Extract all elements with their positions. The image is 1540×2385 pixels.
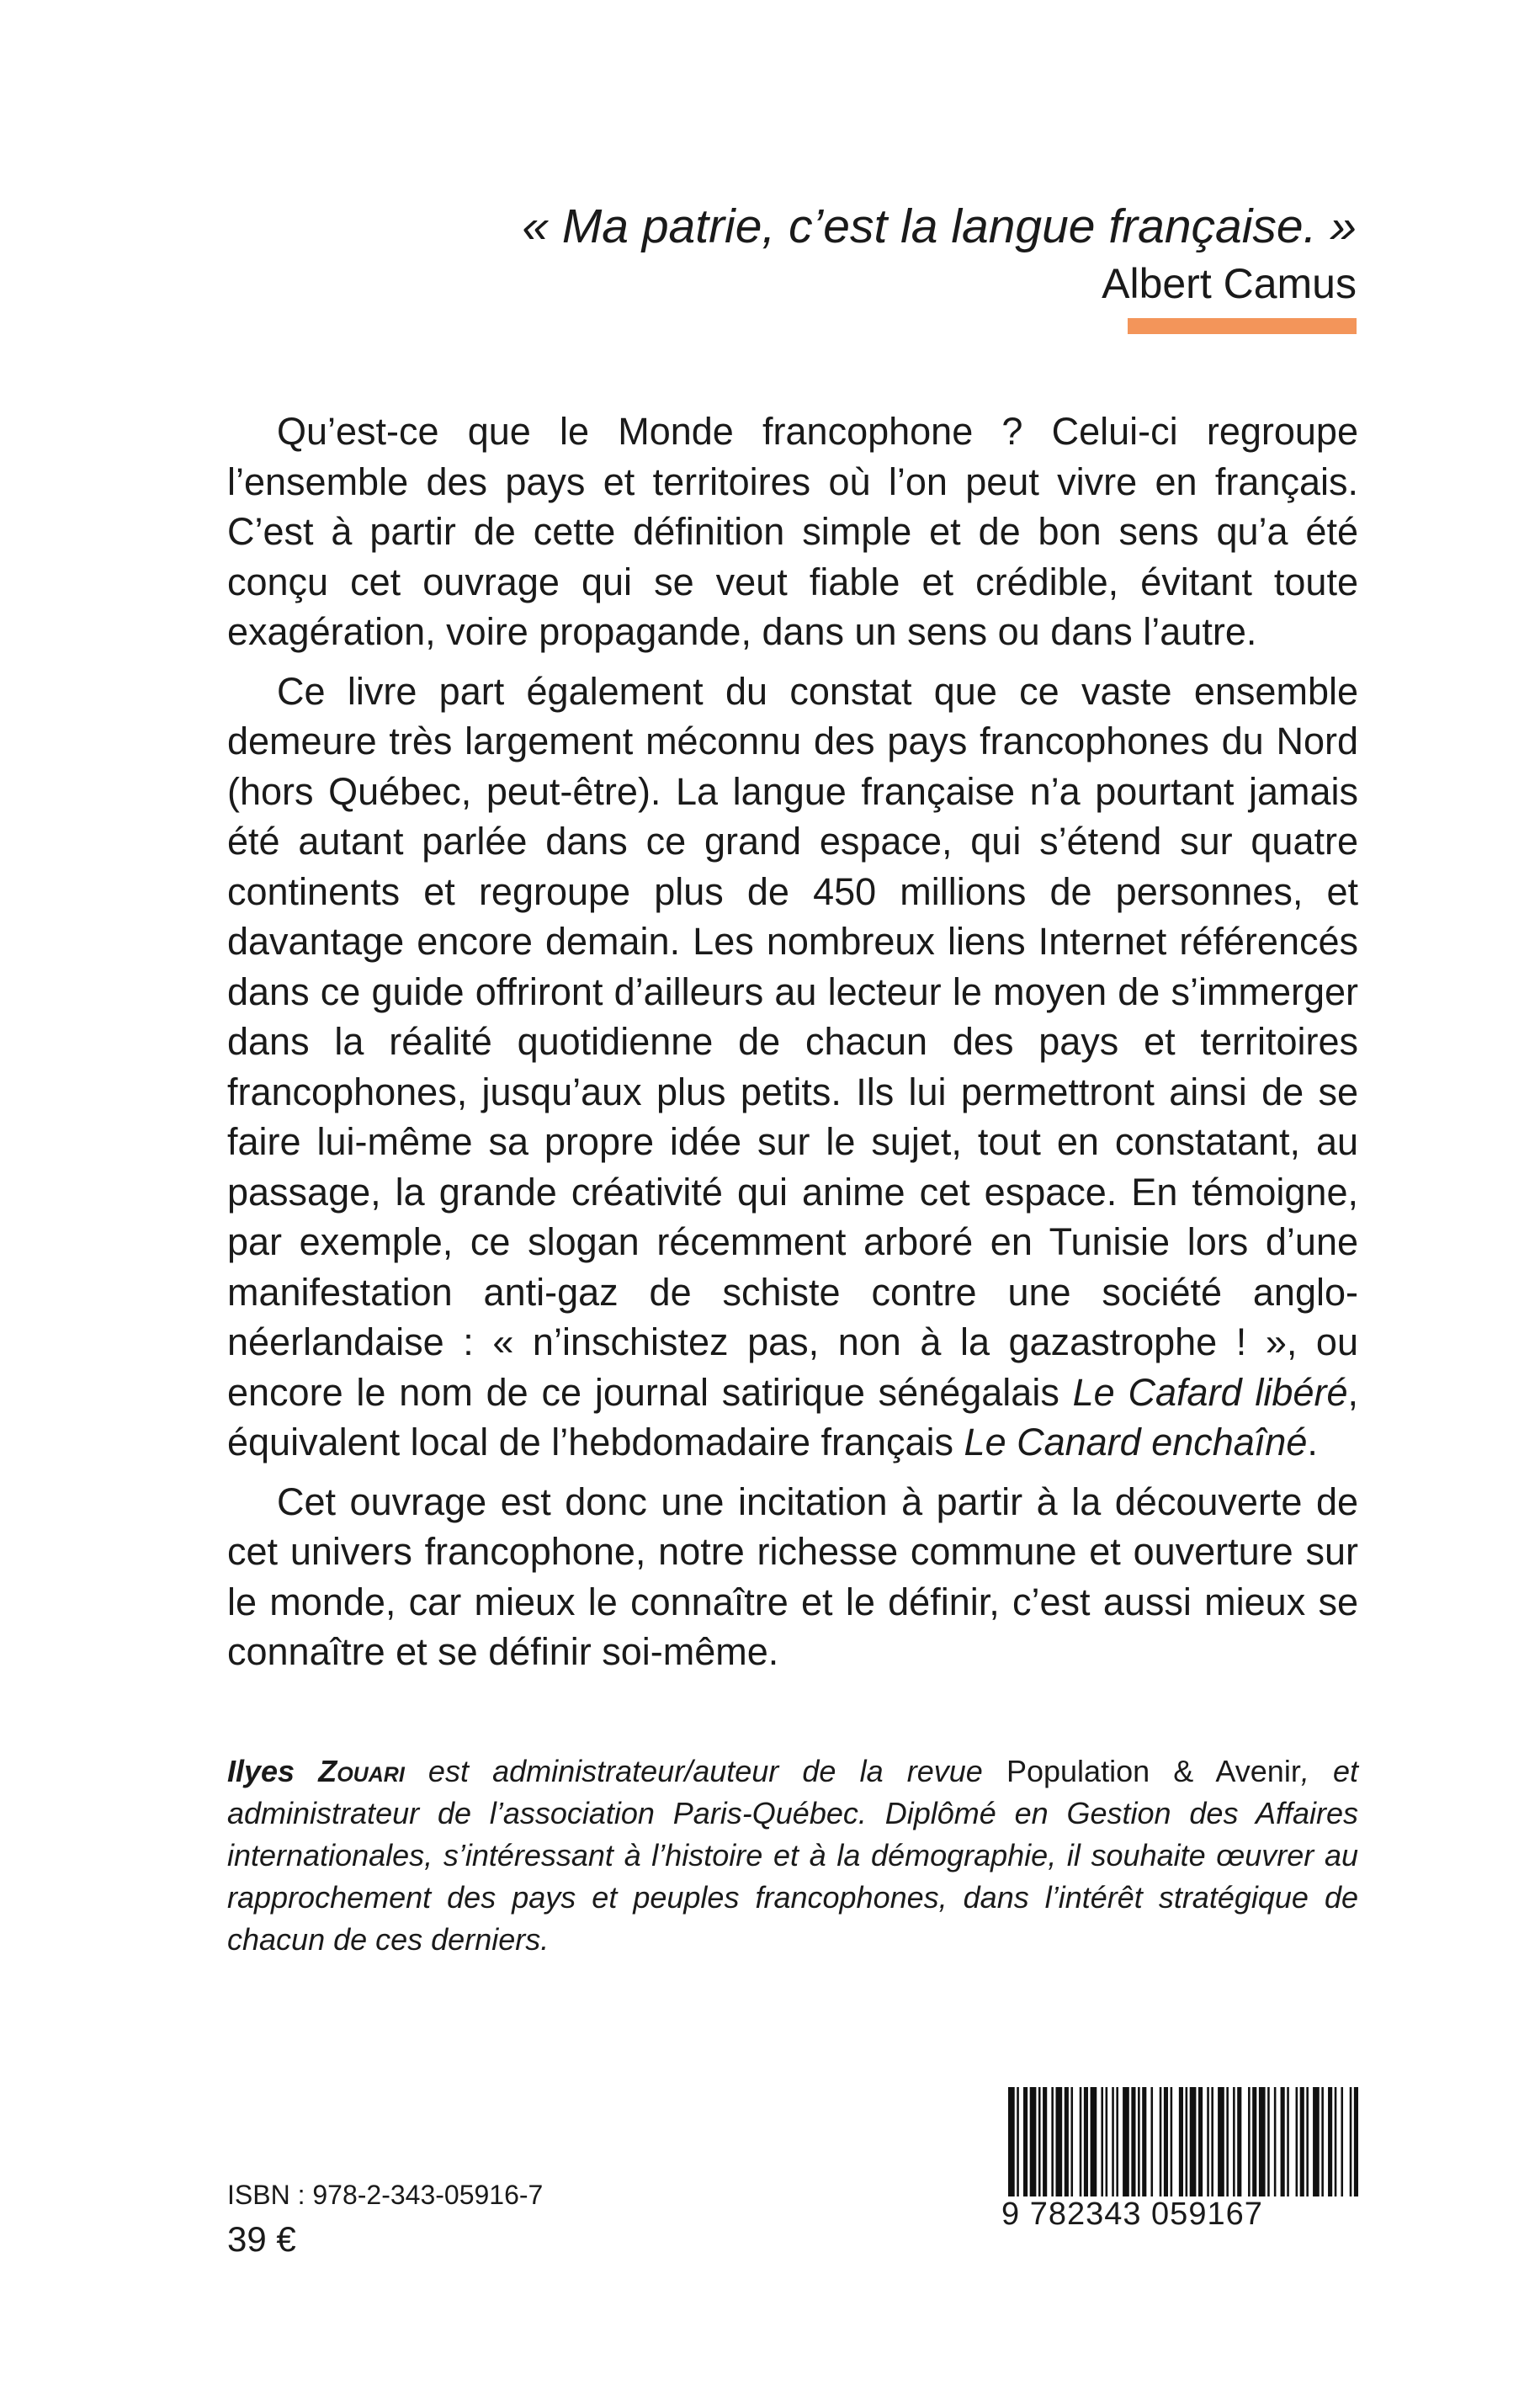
barcode-bar <box>1296 2087 1298 2196</box>
barcode-bar <box>1008 2087 1015 2196</box>
barcode-bar <box>1106 2087 1108 2196</box>
barcode-bar <box>1313 2087 1320 2196</box>
barcode-bar <box>1335 2087 1337 2196</box>
barcode-bar <box>1171 2087 1173 2196</box>
blurb-paragraph-2-end: . <box>1307 1421 1318 1463</box>
blurb-paragraph-2-text: Ce livre part également du constat que ce vaste ensemble demeure très largement méconnu des pays francophones du Nord (hors Québec, peut-être). La langue française n’a pourtant jamais été autant parlée dans ce grand espace, qui s’étend sur quatre continents et regroupe plus de 450 millions de personnes, et davantage encore demain. Les nombreux liens Internet référencés dans ce guide offriront d’ailleurs au lecteur le moyen de s’immerger dans la réalité quotidienne de chacun des pays et territoires francophones, jusqu’aux plus petits. Ils lui permettront ainsi de se faire lui-même sa propre idée sur le sujet, tout en constatant, au passage, la grande créativité qui anime cet espace. En témoigne, par exemple, ce slogan récemment arboré en Tunisie lors d’une manifestation anti-gaz de schiste contre une société anglo-néerlandaise : « n’inschistez pas, non à la gazastrophe ! », ou encore le nom de ce journal satirique sénégalais <box>227 669 1358 1414</box>
barcode-bar <box>1306 2087 1309 2196</box>
bio-text-1: est administrateur/auteur de la revue <box>404 1754 1006 1788</box>
barcode-bar <box>1252 2087 1256 2196</box>
barcode-bar <box>1084 2087 1088 2196</box>
barcode-bar <box>1017 2087 1019 2196</box>
epigraph-quote: « Ma patrie, c’est la langue française. » <box>522 199 1357 253</box>
epigraph-author: Albert Camus <box>1102 260 1357 308</box>
accent-rule <box>1128 318 1357 334</box>
barcode-bar <box>1186 2087 1188 2196</box>
barcode-bar <box>1300 2087 1304 2196</box>
author-bio <box>227 1750 1358 1961</box>
barcode-bar <box>1051 2087 1054 2196</box>
barcode-bar <box>1350 2087 1352 2196</box>
author-first-name: Ilyes <box>227 1754 295 1788</box>
blurb-paragraph-2-mid: , équivalent local de l’hebdomadaire français <box>227 1370 1358 1463</box>
barcode-bar <box>1233 2087 1235 2196</box>
barcode-bar <box>1207 2087 1209 2196</box>
journal-title-cafard: Le Cafard libéré <box>1072 1370 1348 1414</box>
blurb-paragraph-1: Qu’est-ce que le Monde francophone ? Celui-ci regroupe l’ensemble des pays et territoires où l’on peut vivre en français. C’est à partir de cette définition simple et de bon sens qu’a été conçu cet ouvrage qui se veut fiable et crédible, évitant toute exagération, voire propagande, dans un sens ou dans l’autre. <box>227 410 1358 653</box>
barcode-bar <box>1198 2087 1203 2196</box>
epigraph <box>515 198 1357 309</box>
barcode-bar <box>1211 2087 1213 2196</box>
barcode-bar <box>1321 2087 1324 2196</box>
barcode-icon <box>1008 2087 1358 2196</box>
isbn-label: ISBN : 978-2-343-05916-7 <box>227 2180 544 2210</box>
barcode-bar <box>1354 2087 1358 2196</box>
barcode-bar <box>1226 2087 1229 2196</box>
barcode-bar <box>1190 2087 1197 2196</box>
barcode-bar <box>1160 2087 1162 2196</box>
barcode-bar <box>1038 2087 1041 2196</box>
barcode-bar <box>1023 2087 1028 2196</box>
barcode-bar <box>1248 2087 1251 2196</box>
bio-journal-name: Population & Avenir <box>1006 1754 1301 1788</box>
barcode-bar <box>1259 2087 1266 2196</box>
journal-title-canard: Le Canard enchaîné <box>964 1421 1308 1463</box>
price-label: 39 € <box>227 2219 296 2259</box>
blurb-paragraph-2 <box>227 667 1358 1468</box>
barcode-bar <box>1164 2087 1168 2196</box>
author-last-name: Zouari <box>318 1754 405 1788</box>
blurb-paragraph-3: Cet ouvrage est donc une incitation à partir à la découverte de cet univers francophone, notre richesse commune et ouverture sur le monde, car mieux le connaître et le définir, c’est aussi mieux se connaître et se définir soi-même. <box>227 1479 1358 1673</box>
bio-text-2: , et administrateur de l’association Paris-Québec. Diplômé en Gestion des Affaires internationales, s’intéressant à l’histoire et à la démographie, il souhaite œuvrer au rapprochement des pays et peuples francophones, dans l’intérêt stratégique de chacun de ces derniers. <box>227 1754 1358 1957</box>
barcode-bar <box>1281 2087 1285 2196</box>
barcode-bar <box>1030 2087 1037 2196</box>
barcode-bar <box>1142 2087 1146 2196</box>
barcode-bar <box>1080 2087 1082 2196</box>
barcode-bar <box>1065 2087 1069 2196</box>
barcode-bar <box>1179 2087 1183 2196</box>
barcode-bar <box>1237 2087 1241 2196</box>
barcode-bar <box>1112 2087 1114 2196</box>
barcode-bar <box>1328 2087 1332 2196</box>
barcode-digits: 9 782343 059167 <box>1001 2196 1263 2232</box>
barcode-bar <box>1123 2087 1129 2196</box>
barcode-bar <box>1150 2087 1153 2196</box>
barcode-bar <box>1131 2087 1135 2196</box>
barcode-bar <box>1101 2087 1103 2196</box>
barcode-bar <box>1267 2087 1270 2196</box>
barcode-bar <box>1287 2087 1289 2196</box>
barcode-bar <box>1055 2087 1062 2196</box>
barcode-bar <box>1138 2087 1140 2196</box>
barcode-bar <box>1274 2087 1277 2196</box>
barcode-bar <box>1043 2087 1047 2196</box>
barcode-bar <box>1116 2087 1118 2196</box>
blurb <box>227 406 1358 1686</box>
barcode-bar <box>1341 2087 1343 2196</box>
barcode-bar <box>1070 2087 1073 2196</box>
barcode-bar <box>1218 2087 1224 2196</box>
barcode-bar <box>1091 2087 1097 2196</box>
